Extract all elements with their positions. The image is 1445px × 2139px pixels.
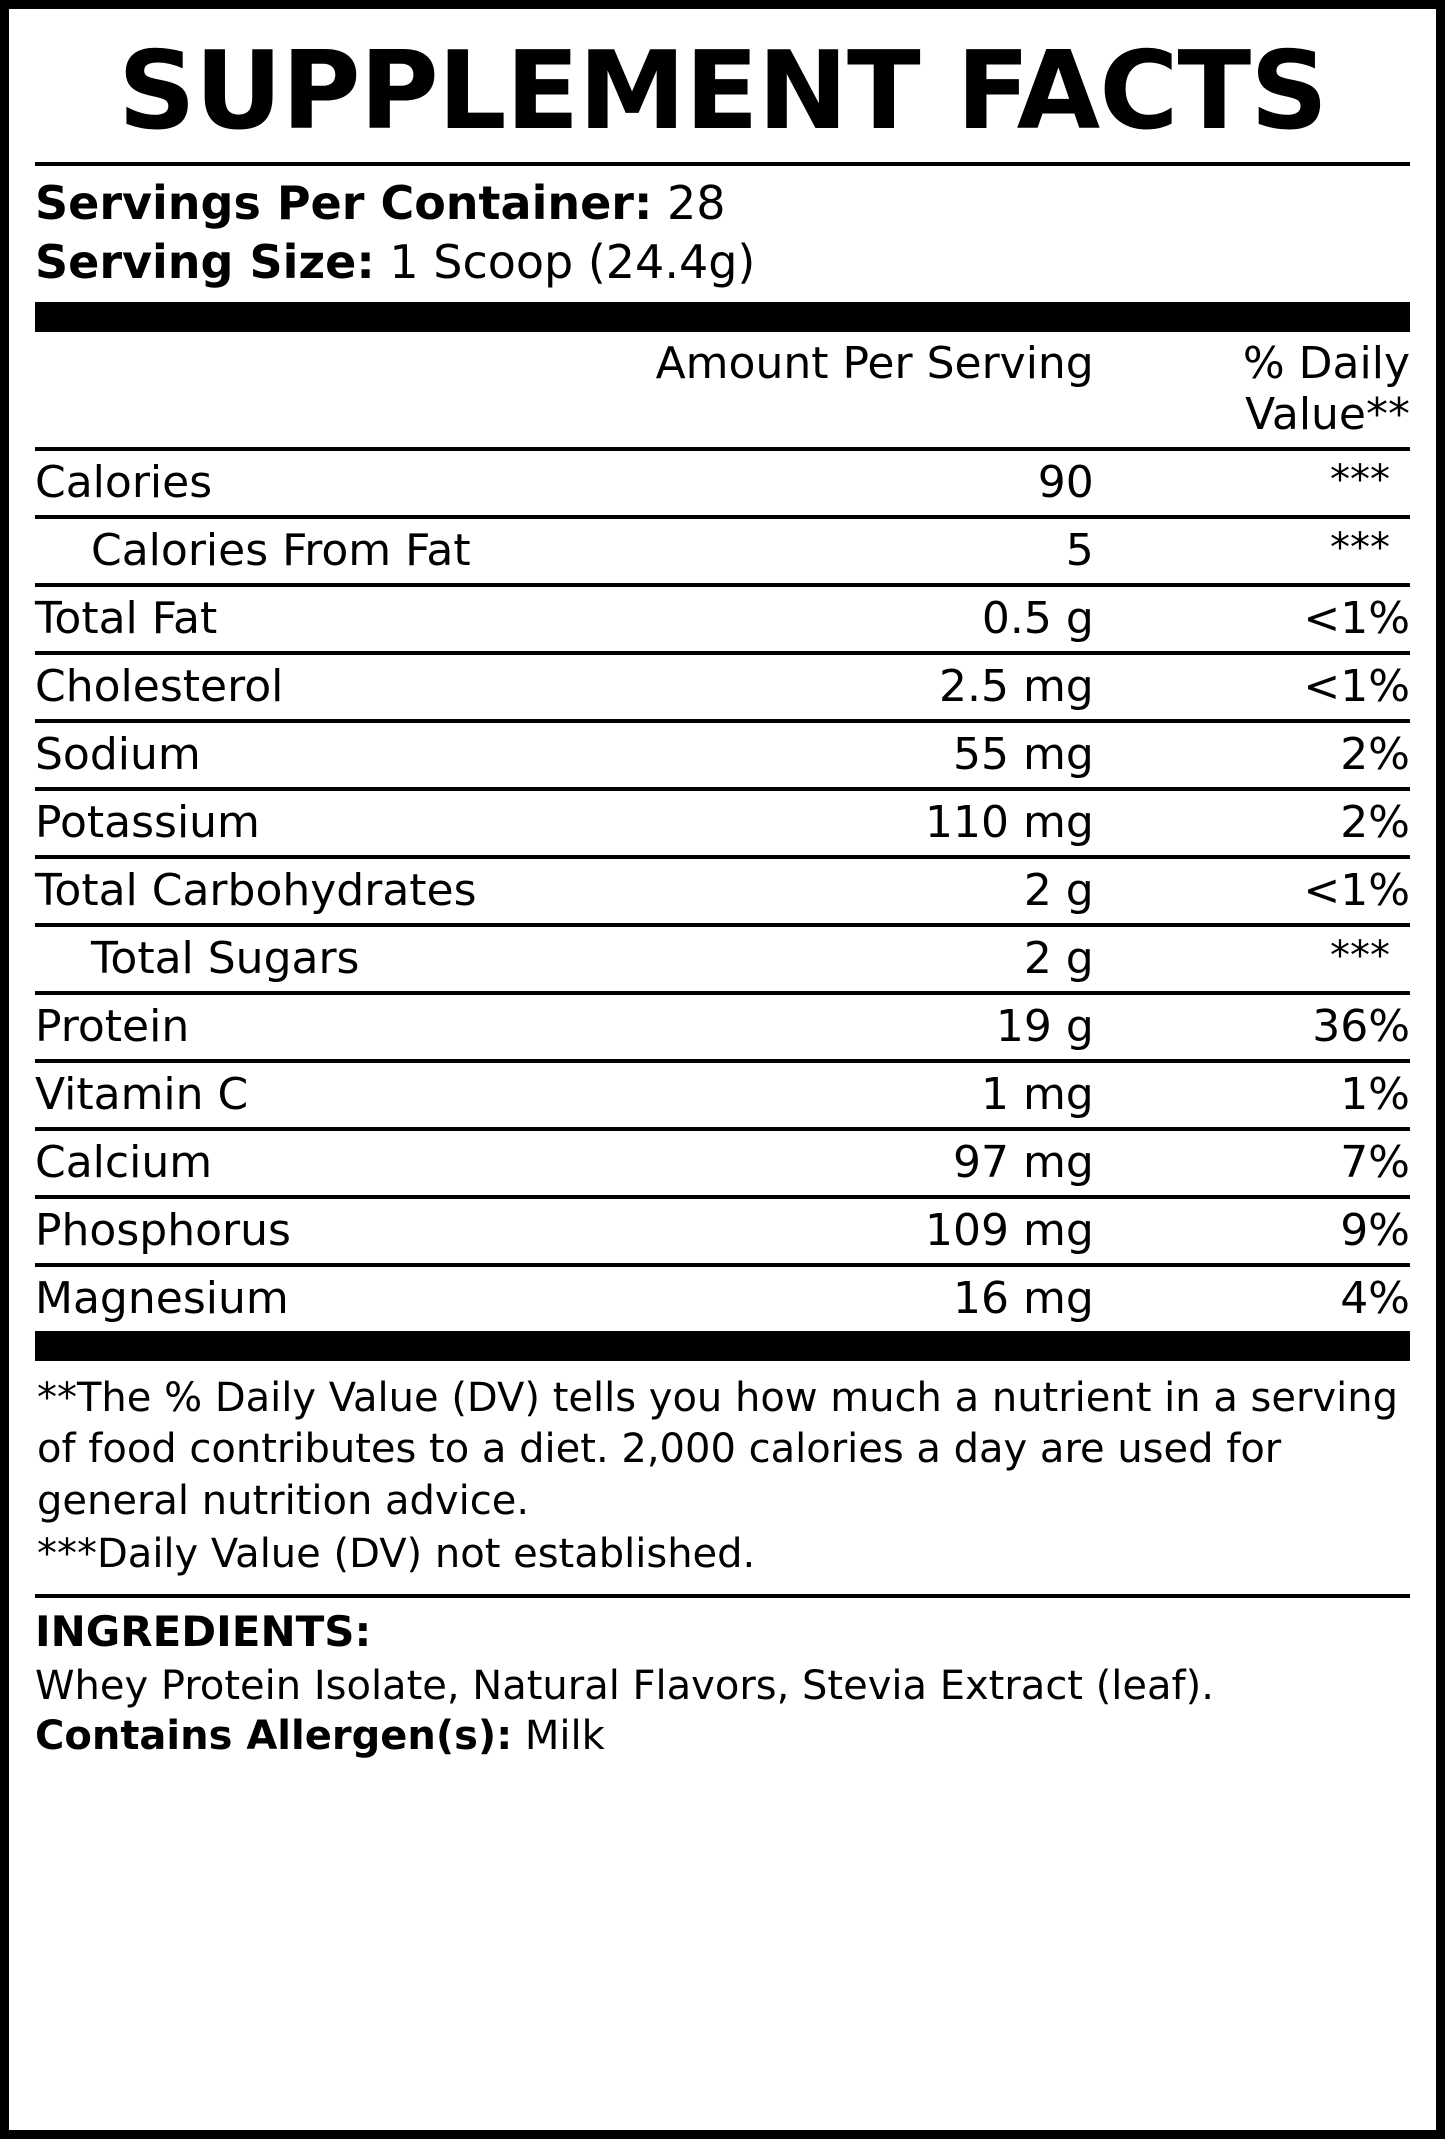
- page-title: SUPPLEMENT FACTS: [118, 29, 1327, 154]
- footnote-not-established: ***Daily Value (DV) not established.: [37, 1530, 756, 1577]
- nutrient-name: Calories From Fat: [35, 517, 585, 585]
- nutrient-daily-value: <1%: [1094, 585, 1410, 653]
- table-row: [35, 993, 1410, 1061]
- nutrient-amount: 2.5 mg: [585, 653, 1094, 721]
- nutrition-table: [35, 332, 1410, 1331]
- nutrient-amount: 19 g: [585, 993, 1094, 1061]
- nutrient-name: Magnesium: [35, 1265, 585, 1331]
- nutrient-name: Total Fat: [35, 585, 585, 653]
- nutrient-amount: 109 mg: [585, 1197, 1094, 1265]
- footnote-daily-value: **The % Daily Value (DV) tells you how much a nutrient in a serving of food contributes to a diet. 2,000 calories a day are used for general nutrition advice.: [37, 1375, 1398, 1524]
- divider-thick-top: [35, 302, 1410, 332]
- servings-per-container-value: 28: [667, 176, 726, 231]
- nutrient-daily-value: 36%: [1094, 993, 1410, 1061]
- footnotes: [35, 1361, 1410, 1580]
- nutrient-amount: 110 mg: [585, 789, 1094, 857]
- nutrient-amount: 2 g: [585, 925, 1094, 993]
- nutrient-daily-value: 7%: [1094, 1129, 1410, 1197]
- nutrient-name: Potassium: [35, 789, 585, 857]
- nutrient-name: Phosphorus: [35, 1197, 585, 1265]
- nutrient-daily-value: ***: [1094, 449, 1410, 517]
- allergen-value: Milk: [524, 1713, 605, 1760]
- nutrient-amount: 90: [585, 449, 1094, 517]
- table-row: [35, 721, 1410, 789]
- nutrient-daily-value: 2%: [1094, 721, 1410, 789]
- table-row: [35, 789, 1410, 857]
- table-header-row: [35, 332, 1410, 449]
- table-row: [35, 517, 1410, 585]
- table-row: [35, 653, 1410, 721]
- serving-size-line: [35, 233, 1410, 292]
- nutrient-amount: 2 g: [585, 857, 1094, 925]
- nutrient-amount: 1 mg: [585, 1061, 1094, 1129]
- table-row: [35, 449, 1410, 517]
- table-row: [35, 925, 1410, 993]
- nutrient-name: Protein: [35, 993, 585, 1061]
- divider-thick-bottom: [35, 1331, 1410, 1361]
- nutrient-amount: 55 mg: [585, 721, 1094, 789]
- table-row: [35, 1061, 1410, 1129]
- table-row: [35, 857, 1410, 925]
- nutrient-daily-value: ***: [1094, 517, 1410, 585]
- nutrient-daily-value: ***: [1094, 925, 1410, 993]
- header-amount-per-serving: Amount Per Serving: [655, 338, 1094, 390]
- nutrient-name: Cholesterol: [35, 653, 585, 721]
- nutrient-name: Calories: [35, 449, 585, 517]
- allergen-line: [35, 1711, 1410, 1761]
- header-blank: [35, 332, 585, 449]
- servings-per-container-label: Servings Per Container:: [35, 176, 653, 231]
- allergen-label: Contains Allergen(s):: [35, 1713, 513, 1760]
- table-row: [35, 585, 1410, 653]
- nutrient-name: Total Carbohydrates: [35, 857, 585, 925]
- table-row: [35, 1265, 1410, 1331]
- nutrient-amount: 16 mg: [585, 1265, 1094, 1331]
- serving-size-label: Serving Size:: [35, 235, 375, 290]
- nutrient-name: Calcium: [35, 1129, 585, 1197]
- header-daily-value: % Daily Value**: [1242, 338, 1410, 441]
- nutrient-name: Vitamin C: [35, 1061, 585, 1129]
- nutrient-daily-value: 9%: [1094, 1197, 1410, 1265]
- ingredients-heading: INGREDIENTS:: [35, 1606, 372, 1656]
- nutrient-daily-value: <1%: [1094, 653, 1410, 721]
- nutrient-daily-value: 1%: [1094, 1061, 1410, 1129]
- nutrient-amount: 97 mg: [585, 1129, 1094, 1197]
- nutrient-amount: 5: [585, 517, 1094, 585]
- nutrient-daily-value: 4%: [1094, 1265, 1410, 1331]
- nutrient-daily-value: <1%: [1094, 857, 1410, 925]
- serving-size-value: 1 Scoop (24.4g): [389, 235, 756, 290]
- table-row: [35, 1129, 1410, 1197]
- servings-block: [35, 166, 1410, 302]
- table-row: [35, 1197, 1410, 1265]
- ingredients-block: [35, 1598, 1410, 1762]
- servings-per-container-line: [35, 174, 1410, 233]
- nutrient-name: Total Sugars: [35, 925, 585, 993]
- ingredients-body: Whey Protein Isolate, Natural Flavors, Stevia Extract (leaf).: [35, 1662, 1214, 1709]
- nutrient-amount: 0.5 g: [585, 585, 1094, 653]
- nutrient-daily-value: 2%: [1094, 789, 1410, 857]
- nutrient-name: Sodium: [35, 721, 585, 789]
